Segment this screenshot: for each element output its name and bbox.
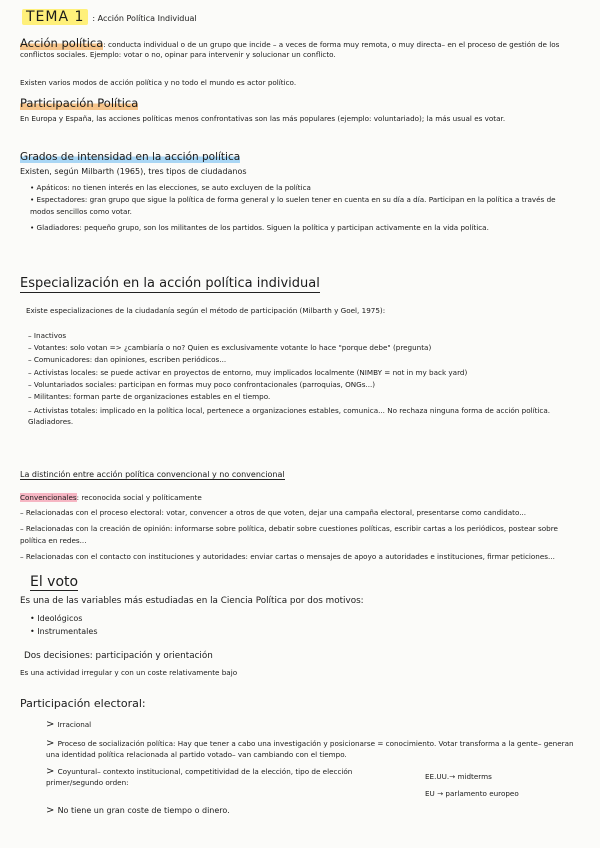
accion-politica-definition: : conducta individual o de un grupo que incide – a veces de forma muy remota, o muy directa– en el proceso de gestión de los conflictos sociales. Ejemplo: votar o no, opinar para intervenir y solucionar un conflicto.: [20, 40, 560, 59]
list-item: – Votantes: solo votan => ¿cambiaría o no? Quien es exclusivamente votante lo hace "porque debe" (pregunta): [28, 342, 588, 354]
dos-decisiones: Dos decisiones: participación y orientación: [24, 651, 213, 661]
especializacion-intro: Existe especializaciones de la ciudadanía según el método de participación (Milbarth y Goel, 1975):: [26, 306, 386, 315]
list-item: • Espectadores: gran grupo que sigue la política de forma general y lo suelen tener en cuenta en su día a día. Participan en la política a través de modos sencillos como votar.: [30, 194, 580, 218]
participacion-electoral-list: [46, 718, 582, 788]
list-item: • Instrumentales: [30, 625, 98, 638]
list-item: • Apáticos: no tienen interés en las elecciones, se auto excluyen de la política: [30, 182, 580, 194]
list-item: – Activistas totales: implicado en la política local, pertenece a organizaciones estables, comunica... No rechaza ninguna forma de acción política. Gladiadores.: [28, 405, 588, 427]
el-voto-intro: Es una de las variables más estudiadas en la Ciencia Política por dos motivos:: [20, 596, 364, 606]
convencionales-label: Convencionales: [20, 493, 77, 502]
list-item: – Activistas locales: se puede activar en proyectos de entorno, muy implicados localmente (NIMBY = not in my back yard): [28, 367, 588, 379]
list-item: – Inactivos: [28, 330, 588, 342]
ue-note: EU → parlamento europeo: [425, 789, 519, 798]
list-item: – Militantes: forman parte de organizaciones estables en el tiempo.: [28, 391, 588, 403]
distincion-heading: La distinción entre acción política convencional y no convencional: [20, 470, 285, 479]
list-item: > Irracional: [46, 718, 582, 732]
motivos-list: [30, 612, 98, 638]
eeuu-note: EE.UU.→ midterms: [425, 772, 492, 781]
el-voto-heading: [30, 574, 78, 590]
grados-intensidad-intro: Existen, según Milbarth (1965), tres tipos de ciudadanos: [20, 167, 247, 176]
modos-accion-note: Existen varios modos de acción política y no todo el mundo es actor político.: [20, 78, 297, 87]
participacion-electoral-heading: Participación electoral:: [20, 697, 146, 710]
list-item: > Proceso de socialización política: Hay que tener a cabo una investigación y posicionarse = conocimiento. Votar transforma a la gente– generan una identidad política relacionada al partido votado– van cambiando con el tiempo.: [46, 738, 582, 760]
tipos-ciudadanos-list: [30, 182, 580, 234]
actividad-irregular: Es una actividad irregular y con un coste relativamente bajo: [20, 668, 238, 677]
el-voto-title: El voto: [30, 574, 79, 590]
list-item: > No tiene un gran coste de tiempo o dinero.: [46, 806, 230, 815]
tema-subtitle: : Acción Política Individual: [92, 14, 197, 23]
accion-politica-heading: Acción política: [20, 36, 104, 50]
list-item: – Relacionadas con el contacto con instituciones y autoridades: enviar cartas o mensajes de apoyo a autoridades e instituciones, firmar peticiones...: [20, 551, 585, 563]
list-item: • Gladiadores: pequeño grupo, son los militantes de los partidos. Siguen la política y participan activamente en la vida política.: [30, 222, 580, 234]
tema-label: TEMA 1: [22, 9, 88, 25]
list-item: • Ideológicos: [30, 612, 98, 625]
especializacion-heading: Especialización en la acción política individual: [20, 276, 320, 291]
especializaciones-list: [28, 330, 588, 427]
convencionales-text: : reconocida social y políticamente: [76, 493, 202, 502]
list-item: – Voluntariados sociales: participan en formas muy poco confrontacionales (parroquias, ONGs...): [28, 379, 588, 391]
list-item: – Relacionadas con el proceso electoral: votar, convencer a otros de que voten, dejar una campaña electoral, presentarse como candidato...: [20, 507, 585, 519]
grados-intensidad-heading: Grados de intensidad en la acción política: [20, 151, 241, 163]
convencionales-line: [20, 493, 202, 503]
list-item: – Relacionadas con la creación de opinión: informarse sobre política, debatir sobre cuestiones políticas, escribir cartas a los periódicos, postear sobre política en redes...: [20, 523, 585, 547]
participacion-politica-body: En Europa y España, las acciones políticas menos confrontativas son las más populares (ejemplo: voluntariado); la más usual es votar.: [20, 114, 506, 123]
list-item: – Comunicadores: dan opiniones, escriben periódicos...: [28, 354, 588, 366]
convencionales-list: [20, 507, 585, 563]
page-title: [22, 6, 197, 25]
participacion-politica-heading: Participación Política: [20, 96, 139, 110]
accion-politica-block: [20, 38, 580, 60]
no-coste-line: [46, 806, 230, 816]
list-item: > Coyuntural– contexto institucional, competitividad de la elección, tipo de elección primer/segundo orden:: [46, 766, 411, 788]
